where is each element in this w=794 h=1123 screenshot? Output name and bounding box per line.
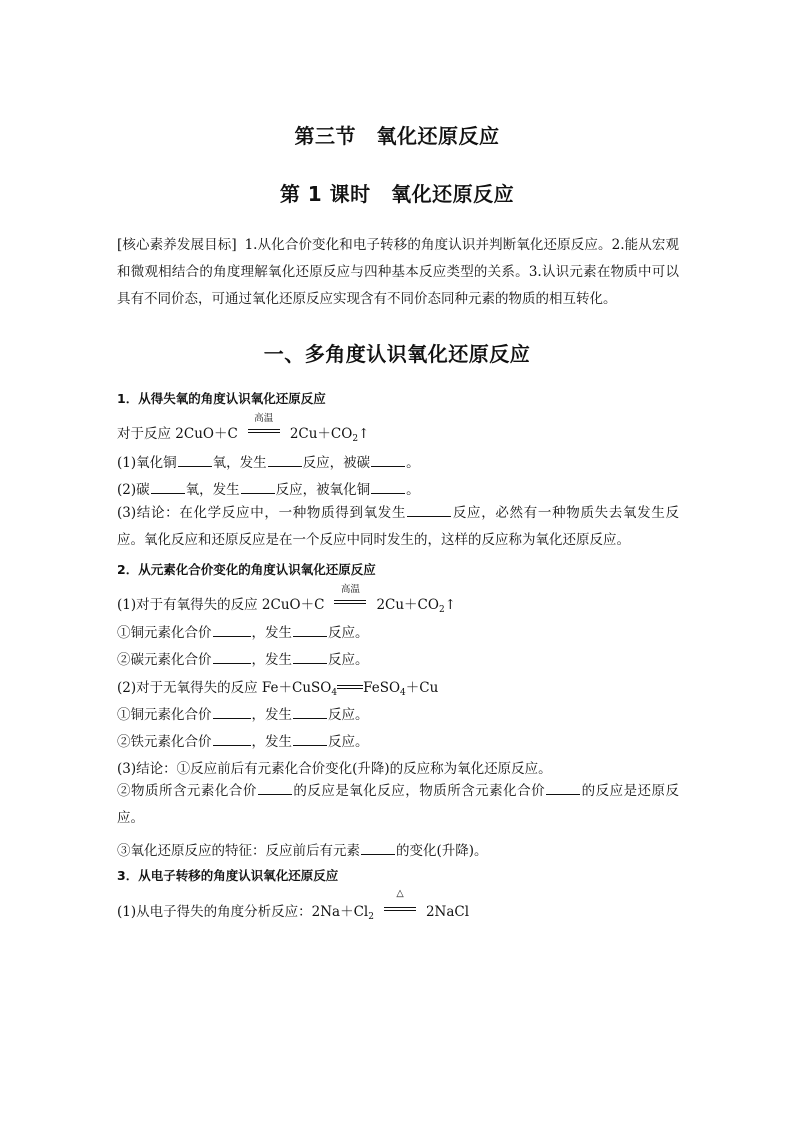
gas-arrow-icon: ↑ xyxy=(444,597,456,613)
text: 反应。 xyxy=(328,707,369,723)
fill-blank[interactable] xyxy=(546,781,580,795)
subscript: 4 xyxy=(331,688,338,698)
s2-p1-b xyxy=(117,648,369,668)
s1-heading: 1．从得失氧的角度认识氧化还原反应 xyxy=(117,391,326,406)
text: 的反应是还原反应。 xyxy=(117,783,680,826)
subscript: 2 xyxy=(352,434,359,444)
subscript: 4 xyxy=(400,688,406,698)
fill-blank[interactable] xyxy=(293,705,327,719)
eq-products: 2Cu＋CO xyxy=(376,597,439,613)
s2-p1-a xyxy=(117,621,369,641)
text: 反应。 xyxy=(328,734,369,750)
s3-equation xyxy=(117,888,470,922)
text: 的变化(升降)。 xyxy=(396,843,488,859)
core-objectives xyxy=(117,232,679,313)
s2-p2-a xyxy=(117,703,369,723)
fill-blank[interactable] xyxy=(293,732,327,746)
equals-sign xyxy=(337,680,363,694)
subscript: 2 xyxy=(438,605,445,615)
fill-blank[interactable] xyxy=(407,503,451,517)
text: 氧，发生 xyxy=(185,482,240,498)
eq-products: ＋Cu xyxy=(405,680,439,696)
text: 氧，发生 xyxy=(212,455,267,471)
eq-reactants: (1)对于有氧得失的反应 2CuO＋C xyxy=(117,597,325,613)
fill-blank[interactable] xyxy=(361,841,395,855)
objectives-label: [核心素养发展目标] xyxy=(117,237,237,253)
reaction-condition xyxy=(380,888,420,918)
section-title: 第三节 氧化还原反应 xyxy=(294,124,500,148)
objectives-text: 1.从化合价变化和电子转移的角度认识并判断氧化还原反应。2.能从宏观和微观相结合的角度理解氧化还原反应与四种基本反应类型的关系。3.认识元素在物质中可以具有不同价态，可通过氧化还原反应实现含有不同价态同种元素的物质的相互转化。 xyxy=(117,237,679,307)
eq-reactants: 对于反应 2CuO＋C xyxy=(117,426,238,442)
eq-reactants: (1)从电子得失的角度分析反应：2Na＋Cl xyxy=(117,904,369,920)
fill-blank[interactable] xyxy=(151,480,185,494)
s2-equation-1 xyxy=(117,584,456,615)
fill-blank[interactable] xyxy=(213,650,251,664)
eq-products: FeSO xyxy=(363,680,401,696)
s2-heading: 2．从元素化合价变化的角度认识氧化还原反应 xyxy=(117,562,376,577)
text: ，发生 xyxy=(251,734,292,750)
heat-triangle-icon: △ xyxy=(396,888,404,899)
reaction-condition xyxy=(244,413,284,440)
text: (1)氧化铜 xyxy=(117,455,177,471)
fill-blank[interactable] xyxy=(178,453,212,467)
text: ①铜元素化合价 xyxy=(117,625,212,641)
gas-arrow-icon: ↑ xyxy=(358,426,370,442)
eq-products: 2Cu＋CO xyxy=(289,426,353,442)
fill-blank[interactable] xyxy=(258,781,292,795)
s1-q3 xyxy=(117,500,679,554)
s1-equation xyxy=(117,413,370,444)
text: 反应。 xyxy=(328,652,369,668)
fill-blank[interactable] xyxy=(241,480,275,494)
fill-blank[interactable] xyxy=(293,650,327,664)
text: ①铜元素化合价 xyxy=(117,707,212,723)
s2-p2-b xyxy=(117,730,369,750)
lesson-title: 第 1 课时 氧化还原反应 xyxy=(279,182,515,206)
fill-blank[interactable] xyxy=(371,453,405,467)
text: ②碳元素化合价 xyxy=(117,652,212,668)
fill-blank[interactable] xyxy=(268,453,302,467)
text: 的反应是氧化反应，物质所含元素化合价 xyxy=(292,783,546,799)
eq-reactants: (2)对于无氧得失的反应 Fe＋CuSO xyxy=(117,680,332,696)
s1-q1 xyxy=(117,451,420,471)
text: 。 xyxy=(406,455,420,471)
text: ，发生 xyxy=(251,625,292,641)
part-heading: 一、多角度认识氧化还原反应 xyxy=(263,342,531,366)
s2-equation-2 xyxy=(117,676,438,696)
condition-label: 高温 xyxy=(254,413,274,424)
eq-products: 2NaCl xyxy=(425,904,470,920)
fill-blank[interactable] xyxy=(293,623,327,637)
subscript: 2 xyxy=(368,912,374,922)
text: ②铁元素化合价 xyxy=(117,734,212,750)
fill-blank[interactable] xyxy=(213,623,251,637)
condition-label: 高温 xyxy=(340,584,360,595)
fill-blank[interactable] xyxy=(213,732,251,746)
text: 反应，必然有一种物质失去氧发生反应。氧化反应和还原反应是在一个反应中同时发生的，这样的反应称为氧化还原反应。 xyxy=(117,505,680,548)
text: 反应。 xyxy=(328,625,369,641)
text: ②物质所含元素化合价 xyxy=(117,783,257,799)
fill-blank[interactable] xyxy=(371,480,405,494)
text: 反应，被氧化铜 xyxy=(275,482,371,498)
text: 反应，被碳 xyxy=(302,455,371,471)
reaction-condition xyxy=(330,584,370,611)
text: ，发生 xyxy=(251,652,292,668)
fill-blank[interactable] xyxy=(213,705,251,719)
text: ，发生 xyxy=(251,707,292,723)
text: (3)结论：在化学反应中，一种物质得到氧发生 xyxy=(117,505,407,521)
text: 。 xyxy=(406,482,420,498)
s2-p3: (3)结论：①反应前后有元素化合价变化(升降)的反应称为氧化还原反应。 xyxy=(117,761,552,777)
s2-p4 xyxy=(117,778,679,832)
text: ③氧化还原反应的特征：反应前后有元素 xyxy=(117,843,360,859)
s2-p5 xyxy=(117,839,488,859)
s3-heading: 3．从电子转移的角度认识氧化还原反应 xyxy=(117,868,339,883)
text: (2)碳 xyxy=(117,482,150,498)
s1-q2 xyxy=(117,478,420,498)
